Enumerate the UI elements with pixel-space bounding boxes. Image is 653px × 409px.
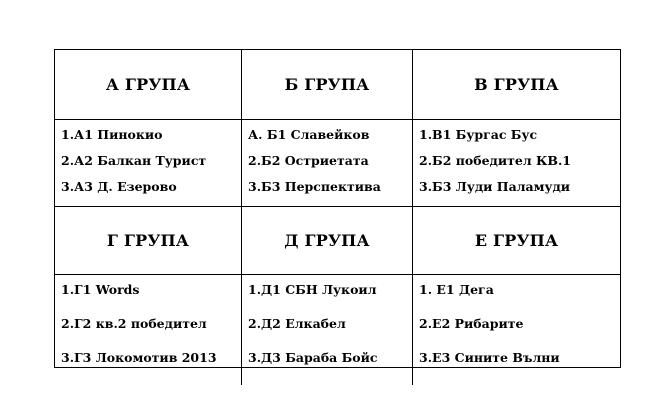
- group-v-list: [413, 120, 620, 207]
- group-b-header: [242, 50, 413, 120]
- list-item: 1.Д1 СБН Лукоил: [248, 282, 377, 297]
- group-v-header: [413, 50, 620, 120]
- group-b-title: Б ГРУПА: [284, 75, 370, 94]
- list-item: 1.Г1 Words: [61, 282, 140, 297]
- group-g-header: [55, 207, 242, 275]
- list-item: 1. Е1 Дега: [419, 282, 494, 297]
- group-d-header: [242, 207, 413, 275]
- list-item: 3.Е3 Сините Вълни: [419, 350, 560, 365]
- groups-table: [54, 49, 621, 368]
- list-item: 1.В1 Бургас Бус: [419, 127, 538, 142]
- list-item: 3.Г3 Локомотив 2013: [61, 350, 217, 365]
- list-item: 3.А3 Д. Езерово: [61, 179, 177, 194]
- group-d-title: Д ГРУПА: [284, 231, 370, 250]
- list-item: 2.Б2 победител КВ.1: [419, 153, 572, 168]
- group-d-list: [242, 275, 413, 385]
- list-item: 3.Б3 Перспектива: [248, 179, 381, 194]
- group-e-header: [413, 207, 620, 275]
- list-item: 3.Б3 Луди Паламуди: [419, 179, 571, 194]
- list-item: 2.Д2 Елкабел: [248, 316, 346, 331]
- list-item: А. Б1 Славейков: [248, 127, 370, 142]
- group-g-title: Г ГРУПА: [106, 231, 190, 250]
- list-item: 1.А1 Пинокио: [61, 127, 163, 142]
- list-item: 2.Е2 Рибарите: [419, 316, 524, 331]
- list-item: 2.А2 Балкан Турист: [61, 153, 207, 168]
- list-item: 2.Г2 кв.2 победител: [61, 316, 207, 331]
- group-g-list: [55, 275, 242, 385]
- group-a-list: [55, 120, 242, 207]
- list-item: 2.Б2 Остриетата: [248, 153, 369, 168]
- group-e-title: Е ГРУПА: [474, 231, 559, 250]
- group-v-title: В ГРУПА: [474, 75, 559, 94]
- list-item: 3.Д3 Бараба Бойс: [248, 350, 378, 365]
- group-a-header: [55, 50, 242, 120]
- group-e-list: [413, 275, 620, 385]
- group-a-title: А ГРУПА: [105, 75, 191, 94]
- group-b-list: [242, 120, 413, 207]
